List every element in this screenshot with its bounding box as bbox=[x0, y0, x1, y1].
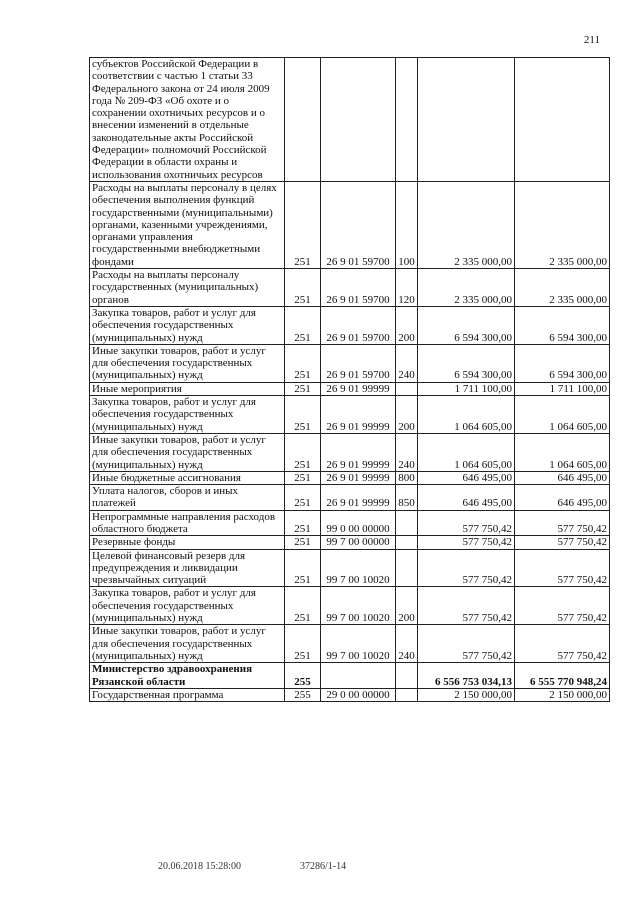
row-expense-type: 240 bbox=[396, 433, 418, 471]
row-ved-code: 251 bbox=[285, 471, 321, 484]
row-expense-type: 200 bbox=[396, 306, 418, 344]
row-amount-1: 2 150 000,00 bbox=[418, 688, 515, 701]
row-amount-2: 2 335 000,00 bbox=[515, 269, 610, 307]
row-amount-2: 6 594 300,00 bbox=[515, 344, 610, 382]
row-target-article: 99 7 00 10020 bbox=[321, 625, 396, 663]
row-amount-1 bbox=[418, 58, 515, 182]
table-row bbox=[90, 181, 610, 268]
row-target-article: 99 7 00 10020 bbox=[321, 549, 396, 587]
row-amount-1: 646 495,00 bbox=[418, 485, 515, 511]
table-row bbox=[90, 587, 610, 625]
row-expense-type bbox=[396, 688, 418, 701]
table-row bbox=[90, 663, 610, 689]
row-name: Закупка товаров, работ и услуг для обеспечения государственных (муниципальных) нужд bbox=[90, 587, 285, 625]
row-ved-code bbox=[285, 58, 321, 182]
row-expense-type: 200 bbox=[396, 396, 418, 434]
row-name: Уплата налогов, сборов и иных платежей bbox=[90, 485, 285, 511]
row-expense-type: 800 bbox=[396, 471, 418, 484]
row-ved-code: 251 bbox=[285, 485, 321, 511]
table-row bbox=[90, 344, 610, 382]
row-ved-code: 251 bbox=[285, 396, 321, 434]
row-amount-2: 1 064 605,00 bbox=[515, 433, 610, 471]
row-ved-code: 251 bbox=[285, 306, 321, 344]
row-amount-2: 577 750,42 bbox=[515, 587, 610, 625]
row-name: Государственная программа bbox=[90, 688, 285, 701]
row-name: Закупка товаров, работ и услуг для обеспечения государственных (муниципальных) нужд bbox=[90, 396, 285, 434]
table-row bbox=[90, 549, 610, 587]
row-amount-2: 2 150 000,00 bbox=[515, 688, 610, 701]
row-amount-2: 2 335 000,00 bbox=[515, 181, 610, 268]
table-row bbox=[90, 306, 610, 344]
row-expense-type bbox=[396, 549, 418, 587]
footer-doc-number: 37286/1-14 bbox=[300, 861, 347, 872]
row-amount-2: 646 495,00 bbox=[515, 485, 610, 511]
row-amount-1: 6 594 300,00 bbox=[418, 344, 515, 382]
row-amount-2: 6 555 770 948,24 bbox=[515, 663, 610, 689]
row-expense-type: 100 bbox=[396, 181, 418, 268]
row-target-article: 99 0 00 00000 bbox=[321, 510, 396, 536]
row-name: Иные мероприятия bbox=[90, 382, 285, 395]
row-ved-code: 251 bbox=[285, 344, 321, 382]
row-target-article: 29 0 00 00000 bbox=[321, 688, 396, 701]
row-name: Расходы на выплаты персоналу в целях обеспечения выполнения функций государственными (муниципальными) органами, казенными учреждениями, органами управления государственными внебюджетными фондами bbox=[90, 181, 285, 268]
table-row bbox=[90, 396, 610, 434]
row-target-article: 26 9 01 99999 bbox=[321, 396, 396, 434]
table-row bbox=[90, 433, 610, 471]
table-row bbox=[90, 382, 610, 395]
row-amount-2: 646 495,00 bbox=[515, 471, 610, 484]
table-row bbox=[90, 688, 610, 701]
table-row bbox=[90, 625, 610, 663]
row-amount-2: 577 750,42 bbox=[515, 625, 610, 663]
row-ved-code: 255 bbox=[285, 663, 321, 689]
row-expense-type: 240 bbox=[396, 344, 418, 382]
row-target-article: 26 9 01 59700 bbox=[321, 306, 396, 344]
row-target-article: 26 9 01 99999 bbox=[321, 382, 396, 395]
row-name: Иные закупки товаров, работ и услуг для обеспечения государственных (муниципальных) нужд bbox=[90, 625, 285, 663]
row-name: Иные бюджетные ассигнования bbox=[90, 471, 285, 484]
row-name: Иные закупки товаров, работ и услуг для обеспечения государственных (муниципальных) нужд bbox=[90, 433, 285, 471]
row-amount-2: 577 750,42 bbox=[515, 536, 610, 549]
page-number: 211 bbox=[583, 34, 600, 46]
row-expense-type: 240 bbox=[396, 625, 418, 663]
row-ved-code: 255 bbox=[285, 688, 321, 701]
row-amount-1: 6 594 300,00 bbox=[418, 306, 515, 344]
row-expense-type bbox=[396, 382, 418, 395]
row-name: Расходы на выплаты персоналу государственных (муниципальных) органов bbox=[90, 269, 285, 307]
row-expense-type: 200 bbox=[396, 587, 418, 625]
row-name: Закупка товаров, работ и услуг для обеспечения государственных (муниципальных) нужд bbox=[90, 306, 285, 344]
row-ved-code: 251 bbox=[285, 433, 321, 471]
row-amount-1: 577 750,42 bbox=[418, 625, 515, 663]
table-row bbox=[90, 471, 610, 484]
row-target-article: 26 9 01 99999 bbox=[321, 471, 396, 484]
row-target-article: 26 9 01 99999 bbox=[321, 485, 396, 511]
table-row bbox=[90, 58, 610, 182]
row-ved-code: 251 bbox=[285, 181, 321, 268]
row-amount-2: 1 064 605,00 bbox=[515, 396, 610, 434]
row-name: Министерство здравоохранения Рязанской области bbox=[90, 663, 285, 689]
row-name: Непрограммные направления расходов областного бюджета bbox=[90, 510, 285, 536]
row-target-article: 26 9 01 59700 bbox=[321, 269, 396, 307]
budget-table-body bbox=[90, 58, 610, 702]
row-ved-code: 251 bbox=[285, 625, 321, 663]
row-amount-2: 577 750,42 bbox=[515, 510, 610, 536]
row-expense-type bbox=[396, 58, 418, 182]
row-target-article bbox=[321, 58, 396, 182]
budget-table bbox=[89, 57, 610, 702]
row-ved-code: 251 bbox=[285, 549, 321, 587]
row-amount-2: 1 711 100,00 bbox=[515, 382, 610, 395]
row-expense-type bbox=[396, 663, 418, 689]
table-row bbox=[90, 269, 610, 307]
row-amount-1: 577 750,42 bbox=[418, 536, 515, 549]
row-target-article: 26 9 01 59700 bbox=[321, 344, 396, 382]
table-row bbox=[90, 485, 610, 511]
row-name: Иные закупки товаров, работ и услуг для обеспечения государственных (муниципальных) нужд bbox=[90, 344, 285, 382]
footer-date: 20.06.2018 15:28:00 bbox=[158, 861, 242, 872]
row-ved-code: 251 bbox=[285, 536, 321, 549]
row-amount-2: 577 750,42 bbox=[515, 549, 610, 587]
row-name: Целевой финансовый резерв для предупреждения и ликвидации чрезвычайных ситуаций bbox=[90, 549, 285, 587]
row-expense-type: 850 bbox=[396, 485, 418, 511]
row-target-article bbox=[321, 663, 396, 689]
row-amount-1: 2 335 000,00 bbox=[418, 269, 515, 307]
row-amount-2 bbox=[515, 58, 610, 182]
row-expense-type bbox=[396, 536, 418, 549]
table-row bbox=[90, 536, 610, 549]
row-expense-type: 120 bbox=[396, 269, 418, 307]
row-amount-2: 6 594 300,00 bbox=[515, 306, 610, 344]
row-amount-1: 1 064 605,00 bbox=[418, 396, 515, 434]
row-target-article: 26 9 01 59700 bbox=[321, 181, 396, 268]
row-target-article: 26 9 01 99999 bbox=[321, 433, 396, 471]
row-ved-code: 251 bbox=[285, 269, 321, 307]
row-ved-code: 251 bbox=[285, 510, 321, 536]
row-amount-1: 6 556 753 034,13 bbox=[418, 663, 515, 689]
row-expense-type bbox=[396, 510, 418, 536]
row-amount-1: 2 335 000,00 bbox=[418, 181, 515, 268]
table-row bbox=[90, 510, 610, 536]
row-amount-1: 577 750,42 bbox=[418, 510, 515, 536]
row-amount-1: 577 750,42 bbox=[418, 587, 515, 625]
row-target-article: 99 7 00 10020 bbox=[321, 587, 396, 625]
row-ved-code: 251 bbox=[285, 382, 321, 395]
row-name: Резервные фонды bbox=[90, 536, 285, 549]
row-target-article: 99 7 00 00000 bbox=[321, 536, 396, 549]
row-name: субъектов Российской Федерации в соответствии с частью 1 статьи 33 Федерального закона от 24 июля 2009 года № 209-ФЗ «Об охоте и о сохранении охотничьих ресурсов и о внесении изменений в отдельные законодательные акты Российской Федерации» полномочий Российской Федерации в области охраны и использования охотничьих ресурсов bbox=[90, 58, 285, 182]
row-amount-1: 1 064 605,00 bbox=[418, 433, 515, 471]
row-ved-code: 251 bbox=[285, 587, 321, 625]
row-amount-1: 1 711 100,00 bbox=[418, 382, 515, 395]
row-amount-1: 646 495,00 bbox=[418, 471, 515, 484]
row-amount-1: 577 750,42 bbox=[418, 549, 515, 587]
